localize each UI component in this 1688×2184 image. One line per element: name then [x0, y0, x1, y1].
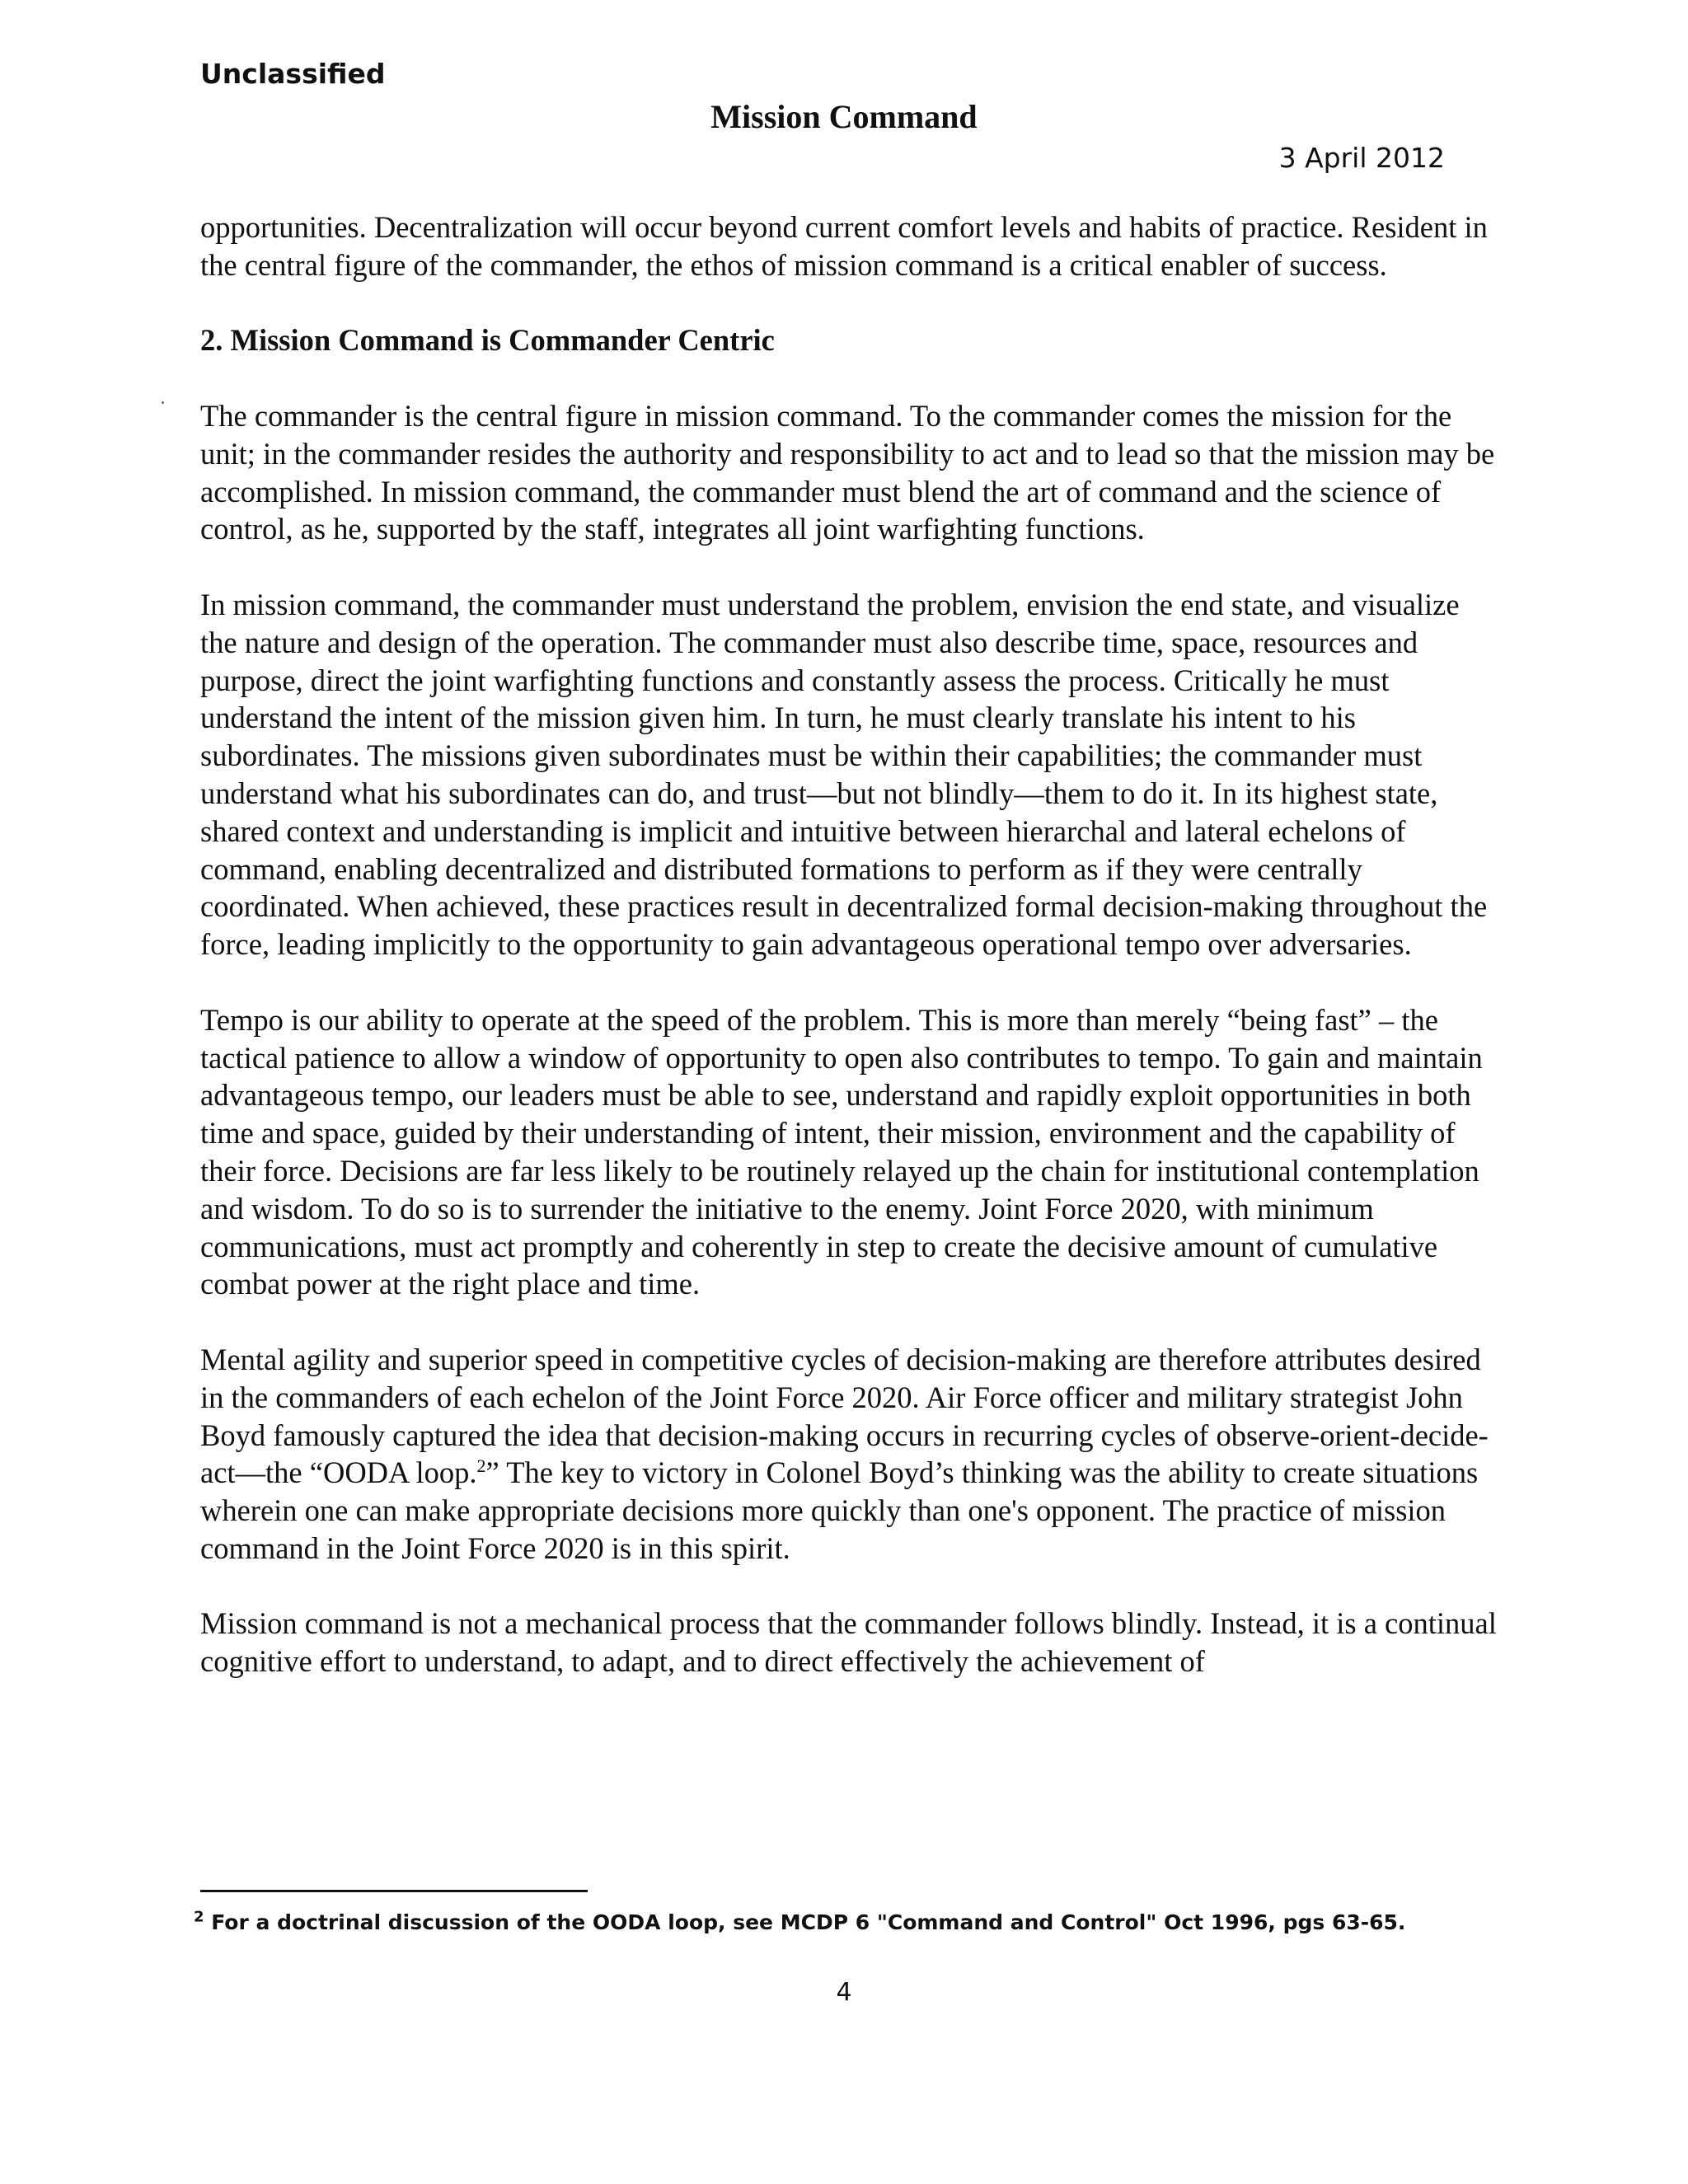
classification-marking: Unclassified: [200, 58, 386, 90]
page-number: 4: [836, 1978, 852, 2007]
paragraph-ooda: [200, 1341, 1503, 1568]
paragraph-ooda-text-end: ” The key to victory in Colonel Boyd’s thinking was the ability to create situations wherein one can make appropriate decisions more quickly than one's opponent. The practice of mission command in the Joint Force 2020 is in this spirit.: [200, 1455, 1479, 1565]
document-title: Mission Command: [710, 98, 978, 135]
paragraph-ooda-text-start: Mental agility and superior speed in competitive cycles of decision-making are therefore attributes desired in the commanders of each echelon of the Joint Force 2020. Air Force officer and military strategist John Boyd famously captured the idea that decision-making occurs in recurring cycles of observe-orient-decide-act—the “OODA loop.: [200, 1342, 1489, 1490]
footnote-separator: [200, 1890, 588, 1892]
section-heading: 2. Mission Command is Commander Centric: [200, 323, 775, 358]
footnote: [194, 1910, 1512, 1934]
footnote-reference: 2: [476, 1455, 486, 1477]
footnote-number: 2: [194, 1908, 204, 1926]
scan-speck: [162, 401, 164, 404]
document-date: 3 April 2012: [1278, 142, 1445, 174]
paragraph-continued: opportunities. Decentralization will occur beyond current comfort levels and habits of practice. Resident in the central figure of the commander, the ethos of mission command is a critical enabler of success.: [200, 210, 1488, 282]
paragraph-tempo: Tempo is our ability to operate at the speed of the problem. This is more than merely “being fast” – the tactical patience to allow a window of opportunity to open also contributes to tempo. To gain and maintain advantageous tempo, our leaders must be able to see, understand and rapidly exploit opportunities in both time and space, guided by their understanding of intent, their mission, environment and the capability of their force. Decisions are far less likely to be routinely relayed up the chain for institutional contemplation and wisdom. To do so is to surrender the initiative to the enemy. Joint Force 2020, with minimum communications, must act promptly and coherently in step to create the decisive amount of cumulative combat power at the right place and time.: [200, 1002, 1483, 1301]
paragraph-commander-understand: In mission command, the commander must understand the problem, envision the end state, and visualize the nature and design of the operation. The commander must also describe time, space, resources and purpose, direct the joint warfighting functions and constantly assess the process. Critically he must understand the intent of the mission given him. In turn, he must clearly translate his intent to his subordinates. The missions given subordinates must be within their capabilities; the commander must understand what his subordinates can do, and trust—but not blindly—them to do it. In its highest state, shared context and understanding is implicit and intuitive between hierarchal and lateral echelons of command, enabling decentralized and distributed formations to perform as if they were centrally coordinated. When achieved, these practices result in decentralized formal decision-making throughout the force, leading implicitly to the opportunity to gain advantageous operational tempo over adversaries.: [200, 587, 1488, 962]
paragraph-commander-central: The commander is the central figure in mission command. To the commander comes the mission for the unit; in the commander resides the authority and responsibility to act and to lead so that the mission may be accomplished. In mission command, the commander must blend the art of command and the science of control, as he, supported by the staff, integrates all joint warfighting functions.: [200, 398, 1495, 546]
body-text: [200, 209, 1503, 1718]
paragraph-not-mechanical: Mission command is not a mechanical process that the commander follows blindly. Instead, it is a continual cognitive effort to understand, to adapt, and to direct effectively the achievement of: [200, 1606, 1497, 1679]
footnote-text: For a doctrinal discussion of the OODA loop, see MCDP 6 "Command and Control" Oct 1996, pgs 63-65.: [204, 1910, 1406, 1934]
